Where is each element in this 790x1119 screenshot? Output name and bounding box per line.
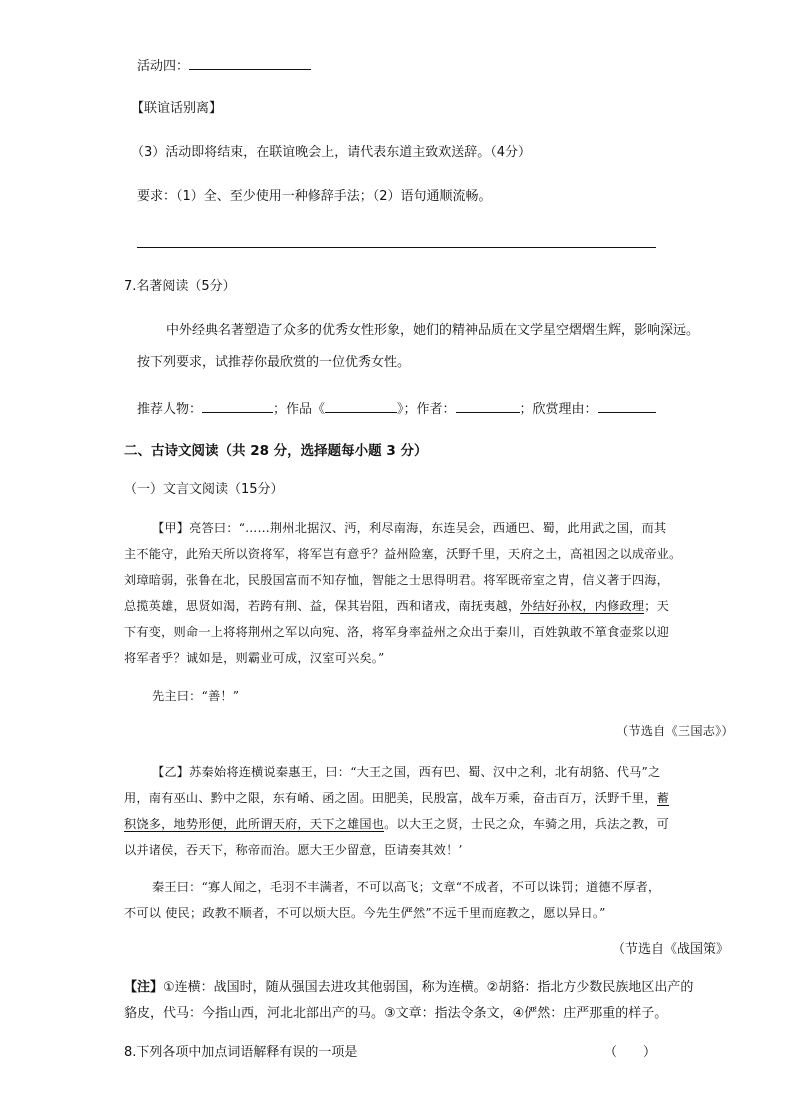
section2-sub1: （一）文言文阅读（15分） [124,482,284,497]
work-blank[interactable] [325,399,397,413]
activity4-line [137,56,311,76]
q7-recommend-line [137,399,656,419]
q8-text: 8.下列各项中加点词语解释有误的一项是 [124,1045,358,1060]
author-label: 》；作者： [397,402,456,417]
jia-line-7: 先主曰：“善！” [152,689,240,703]
requirement: 要求：（1）全、至少使用一种修辞手法；（2）语句通顺流畅。 [137,189,492,204]
jia-line-6: 将军者乎？诚如是，则霸业可成，汉室可兴矣。” [124,651,385,665]
work-label: ；作品《 [273,402,326,417]
jia-underlined-sentence: 外结好孙权，内修政理 [520,599,645,613]
reason-label: ；欣赏理由： [519,402,598,417]
reason-blank[interactable] [598,399,656,413]
jia-source: （节选自《三国志》） [616,724,734,738]
q7-para1: 中外经典名著塑造了众多的优秀女性形象，她们的精神品质在文学星空熠熠生辉，影响深远。 [166,323,700,338]
yi-source: （节选自《战国策》 [612,942,730,957]
yi-underlined-sentence: 积饶多，地势形便，此所谓天府，天下之雄国也 [124,817,385,831]
farewell-heading: 【联谊话别离】 [131,101,223,116]
jia-line-5: 下有变，则命一上将将荆州之军以向宛、洛，将军身率益州之众出于秦川，百姓孰敢不箪食壶浆以迎 [124,625,670,639]
note-line-1 [124,979,693,997]
note-label: 【注】 [124,980,164,995]
q8-answer-paren[interactable]: （ ） [604,1045,657,1060]
note-line-2: 貉皮，代马：今指山西，河北北部出产的马。③文章：指法令条文，④俨然：庄严那重的样子。 [124,1006,668,1021]
q7-para2: 按下列要求，试推荐你最欣赏的一位优秀女性。 [137,355,411,370]
author-blank[interactable] [456,399,520,413]
recommend-person-blank[interactable] [202,399,273,413]
yi-underlined-start: 蓄 [656,791,670,805]
jia-line-4 [124,597,669,615]
yi-line-3-tail: 。以大王之贤，士民之众，车骑之用，兵法之教，可 [384,817,670,831]
yi-line-3 [124,815,669,833]
yi-line-1: 【乙】苏秦始将连横说秦惠王，曰：“大王之国，西有巴、蜀、汉中之利，北有胡貉、代马”之 [152,765,661,779]
answer-line[interactable] [137,247,656,248]
section2-title: 二、古诗文阅读（共 28 分，选择题每小题 3 分） [124,443,428,459]
jia-line-2: 主不能守，此殆天所以资将军，将军岂有意乎？益州险塞，沃野千里，天府之土，高祖因之以成帝业。 [124,547,682,561]
jia-line-4-tail: ；天 [644,599,670,613]
yi-line-2 [124,789,669,807]
jia-line-4-text: 总揽英雄，思贤如渴，若跨有荆、益，保其岩阻，西和诸戎，南抚夷越， [124,599,521,613]
yi-line-6: 不可以 使民；政教不顺者，不可以烦大臣。今先生俨然”不远千里而庭教之，愿以异日。” [124,906,606,920]
yi-line-5: 秦王曰：“寡人闻之，毛羽不丰满者，不可以高飞；文章“不成者，不可以诛罚；道德不厚者， [152,880,661,894]
q7-title: 7.名著阅读（5分） [124,279,236,294]
activity4-label: 活动四： [137,59,190,74]
jia-line-1: 【甲】亮答曰：“……荆州北据汉、沔，利尽南海，东连吴会，西通巴、蜀，此用武之国，而其 [152,521,667,535]
note-text-1: ①连横：战国时，随从强国去进攻其他弱国，称为连横。②胡貉：指北方少数民族地区出产的 [163,980,694,995]
activity4-answer-blank[interactable] [189,56,311,70]
recommend-person-label: 推荐人物： [137,402,203,417]
jia-line-3: 刘璋暗弱，张鲁在北，民殷国富而不知存恤，智能之士思得明君。将军既帝室之胄，信义著于四海， [124,573,670,587]
question-3: （3）活动即将结束，在联谊晚会上，请代表东道主致欢送辞。（4分） [131,145,532,160]
yi-line-4: 以并诸侯，吞天下，称帝而治。愿大王少留意，臣请奏其效！’ [124,843,463,857]
yi-line-2-text: 用，南有巫山、黔中之限，东有崤、函之固。田肥美，民殷富，战车万乘，奋击百万，沃野千里， [124,791,657,805]
